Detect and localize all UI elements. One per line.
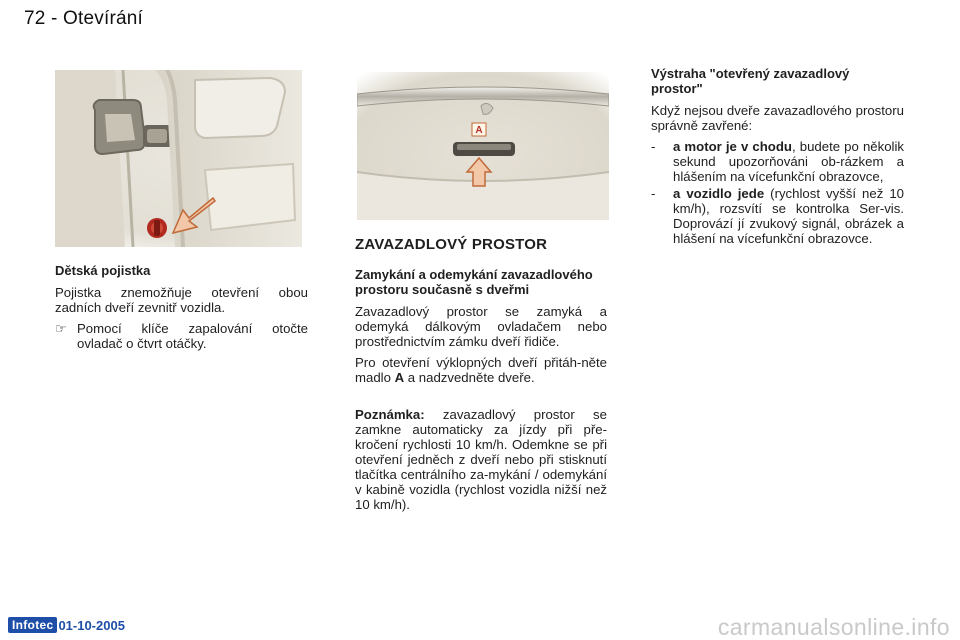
bullet-mark: - — [651, 139, 656, 154]
paragraph — [355, 355, 607, 385]
list-item — [55, 321, 308, 351]
warning-intro: Když nejsou dveře zavazadlového prostoru správně zavřené: — [651, 103, 904, 133]
bullet-mark: - — [651, 186, 656, 201]
bullet-rest: , budete po několik sekund upozorňováni ob-rázkem a hlášením na vícefunkční obrazovce, — [673, 139, 904, 184]
text: Pro otevření výklopných dveří přitáh-něte madlo — [355, 355, 607, 385]
label-a: A — [475, 125, 483, 136]
section-heading: ZAVAZADLOVÝ PROSTOR — [355, 236, 548, 253]
note-label: Poznámka: — [355, 407, 425, 422]
child-lock-section — [55, 263, 308, 353]
header-separator: - — [45, 8, 64, 29]
child-lock-paragraph: Pojistka znemožňuje otevření obou zadních dveří zevnitř vozidla. — [55, 285, 308, 315]
child-lock-heading: Dětská pojistka — [55, 263, 151, 278]
bullet-text: Pomocí klíče zapalování otočte ovladač o čtvrt otáčky. — [77, 321, 308, 351]
note-text: zavazadlový prostor se zamkne automaticky za jízdy při pře-kročení rychlosti 10 km/h. Odemkne se při otevření jedněch z dveří nebo při stisknutí tlačítka centrálního za-mykání / odemykání v kabině vozidla (rychlost vozidla nižší než 10 km/h). — [355, 407, 607, 512]
paragraph: Zavazadlový prostor se zamyká a odemyká dálkovým ovladačem nebo prostřednictvím zámku dveří řidiče. — [355, 304, 607, 349]
bullet-bold: a vozidlo jede — [673, 186, 765, 201]
hand-pointer-icon: ☞ — [55, 321, 67, 336]
bullet-bold: a motor je v chodu — [673, 139, 792, 154]
tailgate-handle-figure — [357, 72, 609, 220]
list-item — [651, 186, 904, 246]
subheading: Zamykání a odemykání zavazadlového prostoru současně s dveřmi — [355, 267, 593, 297]
infotec-logo: Infotec — [8, 617, 57, 633]
luggage-section — [355, 236, 607, 518]
note-paragraph — [355, 407, 607, 512]
list-item — [651, 139, 904, 184]
bullet-text — [673, 139, 904, 184]
bullet-text — [673, 186, 904, 246]
child-lock-figure — [55, 70, 302, 247]
handle-label: A — [394, 370, 405, 385]
footer — [8, 617, 125, 633]
bullet-rest: (rychlost vyšší než 10 km/h), rozsvítí se kontrolka Ser-vis. Doprovází jí zvukový signál, obrázek a hlášení na vícefunkční obrazovce. — [673, 186, 904, 246]
page-header — [24, 8, 143, 30]
text: a nadzvedněte dveře. — [404, 370, 535, 385]
footer-date: 01-10-2005 — [58, 617, 125, 633]
warning-heading: Výstraha "otevřený zavazadlový prostor" — [651, 66, 850, 96]
page-number: 72 — [24, 8, 46, 29]
section-title: Otevírání — [63, 8, 143, 29]
warning-section — [651, 66, 904, 248]
watermark: carmanualsonline.info — [717, 614, 950, 640]
